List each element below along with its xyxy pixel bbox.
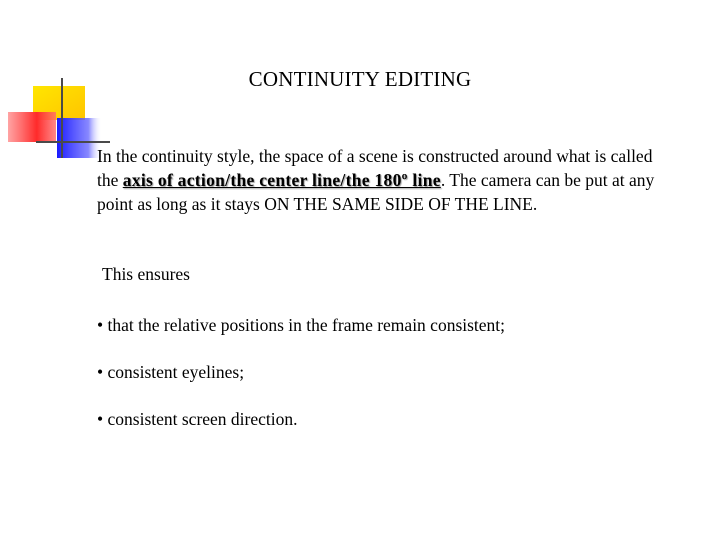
bullet-item-3: • consistent screen direction. — [97, 409, 298, 429]
paragraph-before: In the continuity style, the space of a scene is constructed around what is called the — [97, 146, 653, 190]
axis-of-action-term: axis of action/the center line/the 180º line — [122, 170, 441, 190]
intro-text: This ensures — [102, 264, 190, 284]
blue-square — [57, 118, 102, 158]
main-paragraph — [97, 144, 677, 216]
paragraph-text — [97, 144, 677, 216]
paragraph-after: . The camera can be put at any point as long as it stays ON THE SAME SIDE OF THE LINE. — [97, 170, 655, 214]
corner-decoration — [0, 0, 110, 170]
slide-title: CONTINUITY EDITING — [248, 67, 472, 91]
bullet-item-2: • consistent eyelines; — [97, 362, 245, 382]
red-square — [8, 112, 56, 142]
bullet-item-1: • that the relative positions in the frame remain consistent; — [97, 315, 506, 335]
